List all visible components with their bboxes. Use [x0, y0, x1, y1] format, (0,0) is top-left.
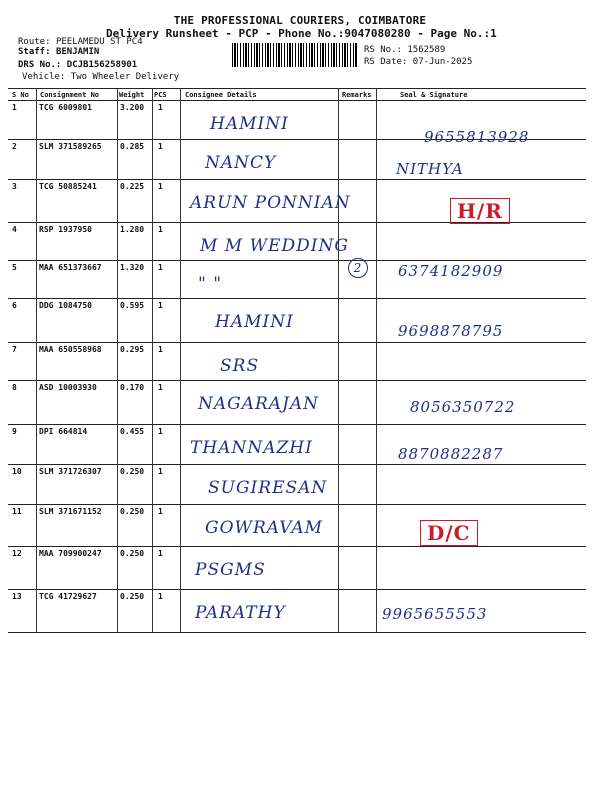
rs-date-line — [364, 57, 472, 67]
column-divider — [117, 88, 118, 632]
column-header: Consignee Details — [185, 91, 257, 99]
row-weight: 0.250 — [120, 467, 145, 476]
company-title: THE PROFESSIONAL COURIERS, COIMBATORE — [173, 14, 427, 27]
row-consignment-no: SLM 371671152 — [39, 507, 102, 516]
row-consignment-no: TCG 50885241 — [39, 182, 97, 191]
row-consignment-no: MAA 709900247 — [39, 549, 102, 558]
row-weight: 0.285 — [120, 142, 145, 151]
row-remarks: 2 — [348, 258, 368, 278]
row-pcs: 1 — [158, 549, 163, 558]
row-weight: 0.250 — [120, 592, 145, 601]
row-consignee: PSGMS — [195, 560, 266, 580]
row-sno: 10 — [12, 467, 22, 476]
vehicle-line — [22, 72, 179, 82]
row-signature: 9698878795 — [398, 322, 504, 340]
row-sno: 4 — [12, 225, 17, 234]
row-pcs: 1 — [158, 225, 163, 234]
row-weight: 3.200 — [120, 103, 145, 112]
row-signature: 6374182909 — [398, 262, 504, 280]
row-consignment-no: MAA 651373667 — [39, 263, 102, 272]
row-separator — [8, 179, 586, 180]
row-pcs: 1 — [158, 383, 163, 392]
row-sno: 7 — [12, 345, 17, 354]
row-weight: 0.295 — [120, 345, 145, 354]
row-consignee: THANNAZHI — [190, 438, 313, 458]
row-sno: 8 — [12, 383, 17, 392]
row-pcs: 1 — [158, 263, 163, 272]
drs-value: DCJB156258901 — [66, 60, 138, 70]
row-status-mark: D/C — [420, 520, 478, 546]
row-pcs: 1 — [158, 103, 163, 112]
row-consignment-no: MAA 650558968 — [39, 345, 102, 354]
route-line — [18, 37, 143, 47]
row-signature: NITHYA — [396, 160, 464, 178]
row-pcs: 1 — [158, 301, 163, 310]
drs-line — [18, 60, 137, 70]
row-weight: 0.250 — [120, 507, 145, 516]
row-consignee: NAGARAJAN — [198, 394, 320, 414]
row-weight: 0.170 — [120, 383, 145, 392]
table-top-border — [8, 88, 586, 89]
column-divider — [152, 88, 153, 632]
row-consignee: PARATHY — [195, 603, 286, 623]
column-header: Consignment No — [40, 91, 100, 99]
column-header: Weight — [119, 91, 145, 99]
drs-label: DRS No.: — [18, 60, 62, 70]
staff-line — [18, 47, 99, 57]
row-separator — [8, 632, 586, 633]
row-weight: 0.455 — [120, 427, 145, 436]
row-consignee: NANCY — [205, 153, 277, 173]
row-signature: 8870882287 — [398, 445, 504, 463]
row-consignee: SRS — [220, 356, 260, 376]
row-sno: 2 — [12, 142, 17, 151]
row-consignment-no: ASD 10003930 — [39, 383, 97, 392]
column-divider — [338, 88, 339, 632]
column-divider — [180, 88, 181, 632]
row-sno: 6 — [12, 301, 17, 310]
row-separator — [8, 298, 586, 299]
row-sno: 1 — [12, 103, 17, 112]
row-status-mark: H/R — [450, 198, 510, 224]
row-consignment-no: DDG 1084750 — [39, 301, 92, 310]
row-pcs: 1 — [158, 467, 163, 476]
row-pcs: 1 — [158, 345, 163, 354]
row-weight: 0.595 — [120, 301, 145, 310]
rs-no-value: 1562589 — [407, 45, 446, 55]
row-consignee: M M WEDDING — [200, 236, 349, 256]
row-pcs: 1 — [158, 182, 163, 191]
column-header: PCS — [154, 91, 167, 99]
row-weight: 1.280 — [120, 225, 145, 234]
rs-date-value: 07-Jun-2025 — [412, 57, 473, 67]
row-consignee: SUGIRESAN — [208, 478, 328, 498]
row-consignee: HAMINI — [210, 114, 289, 134]
row-consignee: " " — [198, 274, 223, 294]
route-label: Route: — [18, 37, 51, 47]
rs-date-label: RS Date: — [364, 57, 408, 67]
staff-value: BENJAMIN — [55, 47, 100, 57]
row-weight: 0.250 — [120, 549, 145, 558]
row-separator — [8, 342, 586, 343]
row-signature: 8056350722 — [410, 398, 516, 416]
row-sno: 11 — [12, 507, 22, 516]
row-signature: 9965655553 — [382, 605, 488, 623]
row-consignment-no: TCG 41729627 — [39, 592, 97, 601]
rs-no-line — [364, 45, 445, 55]
row-separator — [8, 380, 586, 381]
row-pcs: 1 — [158, 427, 163, 436]
route-value: PEELAMEDU ST PC4 — [55, 37, 143, 47]
table-header-border — [8, 100, 586, 101]
column-header: Remarks — [342, 91, 372, 99]
column-header: Seal & Signature — [400, 91, 468, 99]
row-weight: 0.225 — [120, 182, 145, 191]
row-consignment-no: TCG 6009801 — [39, 103, 92, 112]
row-separator — [8, 424, 586, 425]
row-consignee: GOWRAVAM — [205, 518, 324, 538]
row-consignee: ARUN PONNIAN — [190, 193, 351, 213]
column-divider — [376, 88, 377, 632]
row-consignment-no: DPI 664814 — [39, 427, 88, 436]
rs-no-label: RS No.: — [364, 45, 402, 55]
row-consignment-no: SLM 371589265 — [39, 142, 102, 151]
row-separator — [8, 504, 586, 505]
row-separator — [8, 464, 586, 465]
row-sno: 5 — [12, 263, 17, 272]
barcode — [232, 43, 358, 67]
row-weight: 1.320 — [120, 263, 145, 272]
row-pcs: 1 — [158, 592, 163, 601]
row-sno: 13 — [12, 592, 22, 601]
row-sno: 9 — [12, 427, 17, 436]
row-pcs: 1 — [158, 142, 163, 151]
sheet-title: Delivery Runsheet - PCP - Phone No.:9047080280 - Page No.:1 — [106, 27, 497, 40]
row-consignment-no: SLM 371726307 — [39, 467, 102, 476]
row-separator — [8, 260, 586, 261]
row-consignment-no: RSP 1937950 — [39, 225, 92, 234]
row-separator — [8, 546, 586, 547]
staff-label: Staff: — [18, 47, 51, 57]
row-sno: 3 — [12, 182, 17, 191]
row-pcs: 1 — [158, 507, 163, 516]
vehicle-value: Two Wheeler Delivery — [70, 72, 180, 82]
column-divider — [36, 88, 37, 632]
vehicle-label: Vehicle: — [22, 72, 66, 82]
row-consignee: HAMINI — [215, 312, 294, 332]
row-separator — [8, 589, 586, 590]
row-signature: 9655813928 — [424, 128, 530, 146]
row-sno: 12 — [12, 549, 22, 558]
column-header: S No — [12, 91, 29, 99]
